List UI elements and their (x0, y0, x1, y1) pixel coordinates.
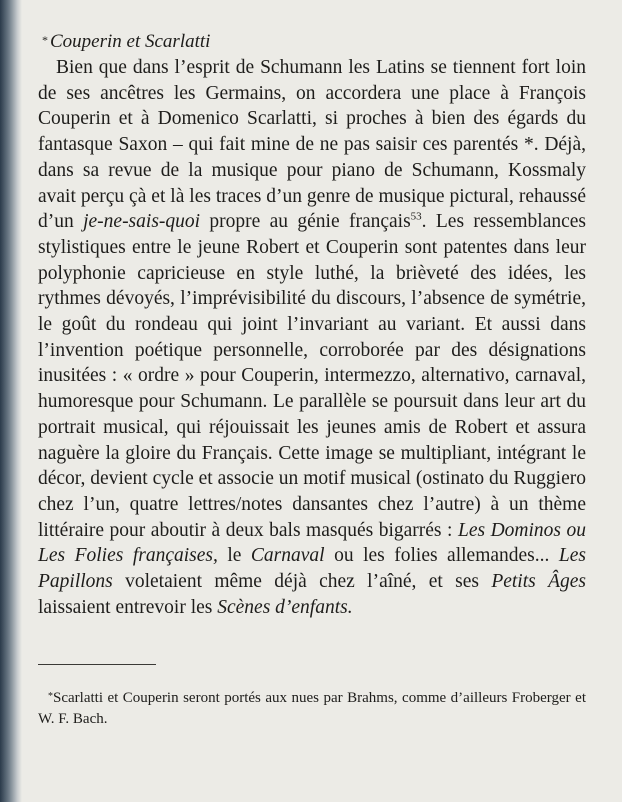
book-page (38, 27, 586, 620)
footnote (38, 686, 586, 730)
paragraph-text-6: ou les folies allemandes... (324, 545, 559, 567)
italic-title-papillons: Les Papillons (38, 545, 586, 593)
endnote-reference: 53 (410, 210, 422, 223)
italic-phrase: je-ne-sais-quoi (83, 211, 201, 233)
footnote-separator (38, 664, 156, 665)
paragraph-text-2: . Déjà, dans sa revue de la musique pour piano de Schumann, Kossmaly avait perçu çà et là les traces d’un genre de musique pictural, rehaussé d’un (38, 134, 586, 233)
paragraph-text-4: . Les ressemblances stylistiques entre le jeune Robert et Couperin sont patentes dans leur polyphonie capricieuse en style luthé, la brièveté des idées, les rythmes dévoyés, l’imprévisibilité du discours, l’absence de symétrie, le goût du rondeau qui joint l’invariant au variant. Et aussi dans l’invention poétique personnelle, corroborée par des désignations inusitées : « ordre » pour Couperin, intermezzo, alternativo, carnaval, humoresque pour Schumann. Le parallèle se poursuit dans leur art du portrait musical, qui réjouissait les jeunes amis de Robert et assura naguère la gloire du Français. Cette image se multipliant, intégrant le décor, devient cycle et associe un motif musical (ostinato du Ruggiero chez l’un, quatre lettres/notes dansantes chez l’autre) à un thème littéraire pour aboutir à deux bals masqués bigarrés : (38, 211, 587, 541)
section-heading (42, 27, 586, 55)
paragraph-text-1: Bien que dans l’esprit de Schumann les Latins se tiennent fort loin de ses ancêtres les Germains, on accordera une place à François Couperin et à Domenico Scarlatti, si proches à bien des égards du fantasque Saxon – qui fait mine de ne pas saisir ces parentés (38, 57, 586, 156)
main-paragraph (38, 55, 586, 620)
italic-title-petits-ages: Petits Âges (491, 571, 586, 593)
paragraph-text-5: le (217, 545, 251, 567)
italic-title-dominos: Les Dominos ou Les Folies françaises, (38, 519, 586, 567)
section-title: Couperin et Scarlatti (50, 31, 211, 52)
scan-binding-shadow (0, 0, 22, 802)
paragraph-text-3: propre au génie français (200, 211, 411, 233)
section-marker: * (42, 33, 48, 47)
italic-title-scenes: Scènes d’enfants. (217, 596, 353, 618)
footnote-text: Scarlatti et Couperin seront portés aux nues par Brahms, comme d’ailleurs Froberger et W. F. Bach. (38, 690, 586, 727)
italic-title-carnaval: Carnaval (250, 545, 325, 567)
paragraph-text-8: laissaient entrevoir les (38, 596, 218, 618)
footnote-reference: * (518, 134, 534, 156)
footnote-marker: * (48, 691, 53, 702)
paragraph-text-7: voletaient même déjà chez l’aîné, et ses (112, 571, 492, 593)
